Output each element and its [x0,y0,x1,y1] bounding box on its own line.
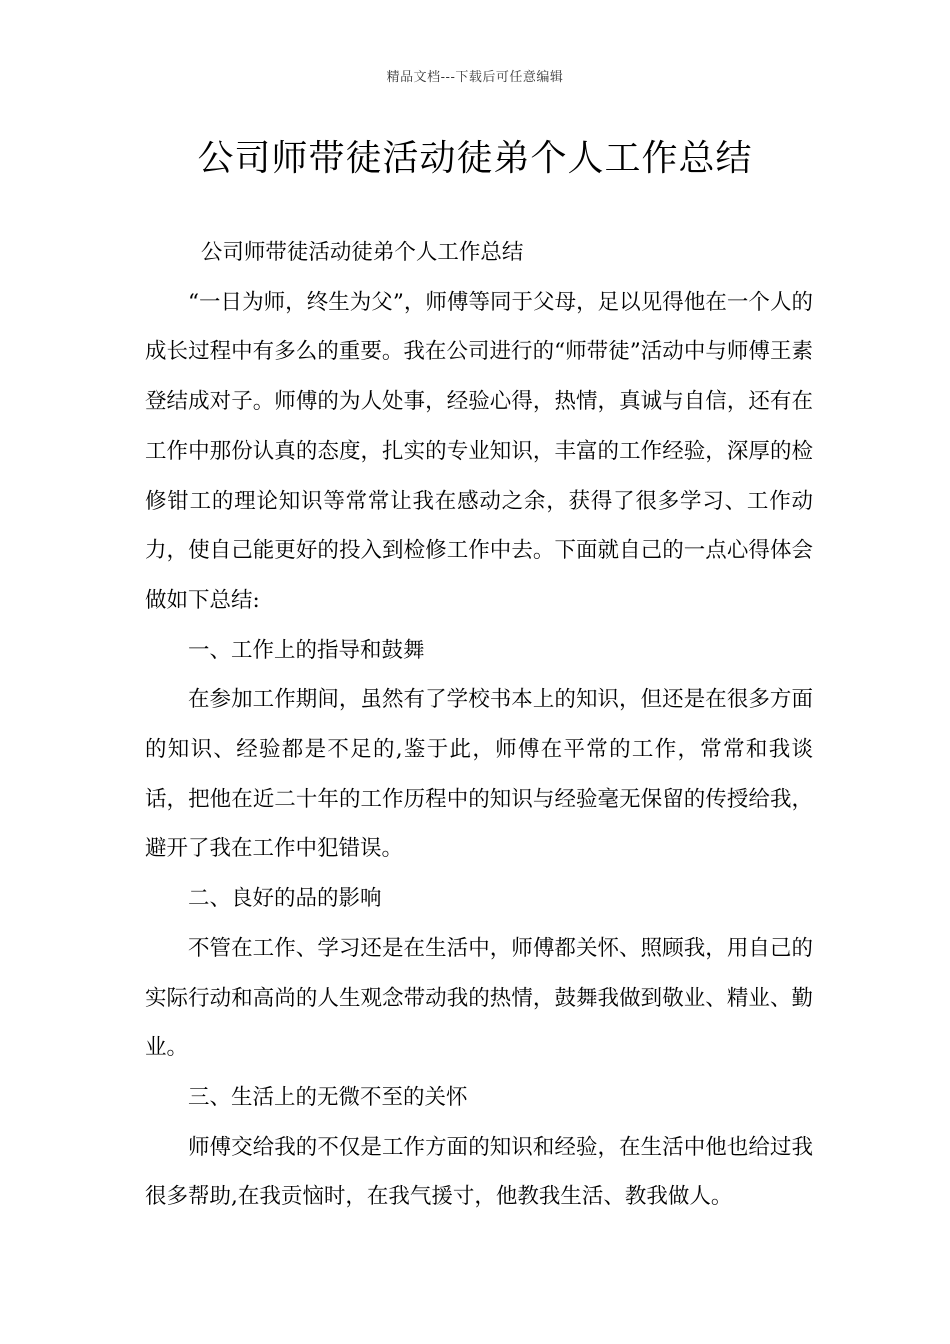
body-subtitle: 公司师带徒活动徒弟个人工作总结 [200,240,524,265]
paragraph-section-1: 在参加工作期间，虽然有了学校书本上的知识，但还是在很多方面的知识、经验都是不足的,鉴于此，师傅在平常的工作，常常和我谈话，把他在近二十年的工作历程中的知识与经验毫无保留的传授给我，避开了我在工作中犯错误。 [145,687,813,862]
section-heading-3: 三、生活上的无微不至的关怀 [188,1084,468,1110]
document-body [145,228,813,1222]
header-note: 精品文档---下载后可任意编辑 [386,70,564,85]
paragraph-section-2: 不管在工作、学习还是在生活中，师傅都关怀、照顾我，用自己的实际行动和高尚的人生观念带动我的热情，鼓舞我做到敬业、精业、勤业。 [145,935,813,1061]
paragraph-section-3: 师傅交给我的不仅是工作方面的知识和经验，在生活中他也给过我很多帮助,在我贡恼时，在我气援寸，他教我生活、教我做人。 [145,1134,813,1210]
section-heading-2: 二、良好的品的影响 [188,886,382,912]
document-title: 公司师带徒活动徒弟个人工作总结 [197,138,753,179]
paragraph-intro: “一日为师，终生为父”，师傅等同于父母，足以见得他在一个人的成长过程中有多么的重要。我在公司进行的“师带徒”活动中与师傅王素登结成对子。师傅的为人处事，经验心得，热情，真诚与自信，还有在工作中那份认真的态度，扎实的专业知识，丰富的工作经验，深厚的检修钳工的理论知识等常常让我在感动之余，获得了很多学习、工作动力，使自己能更好的投入到检修工作中去。下面就自己的一点心得体会做如下总结: [145,289,813,613]
section-heading-1: 一、工作上的指导和鼓舞 [188,637,425,663]
